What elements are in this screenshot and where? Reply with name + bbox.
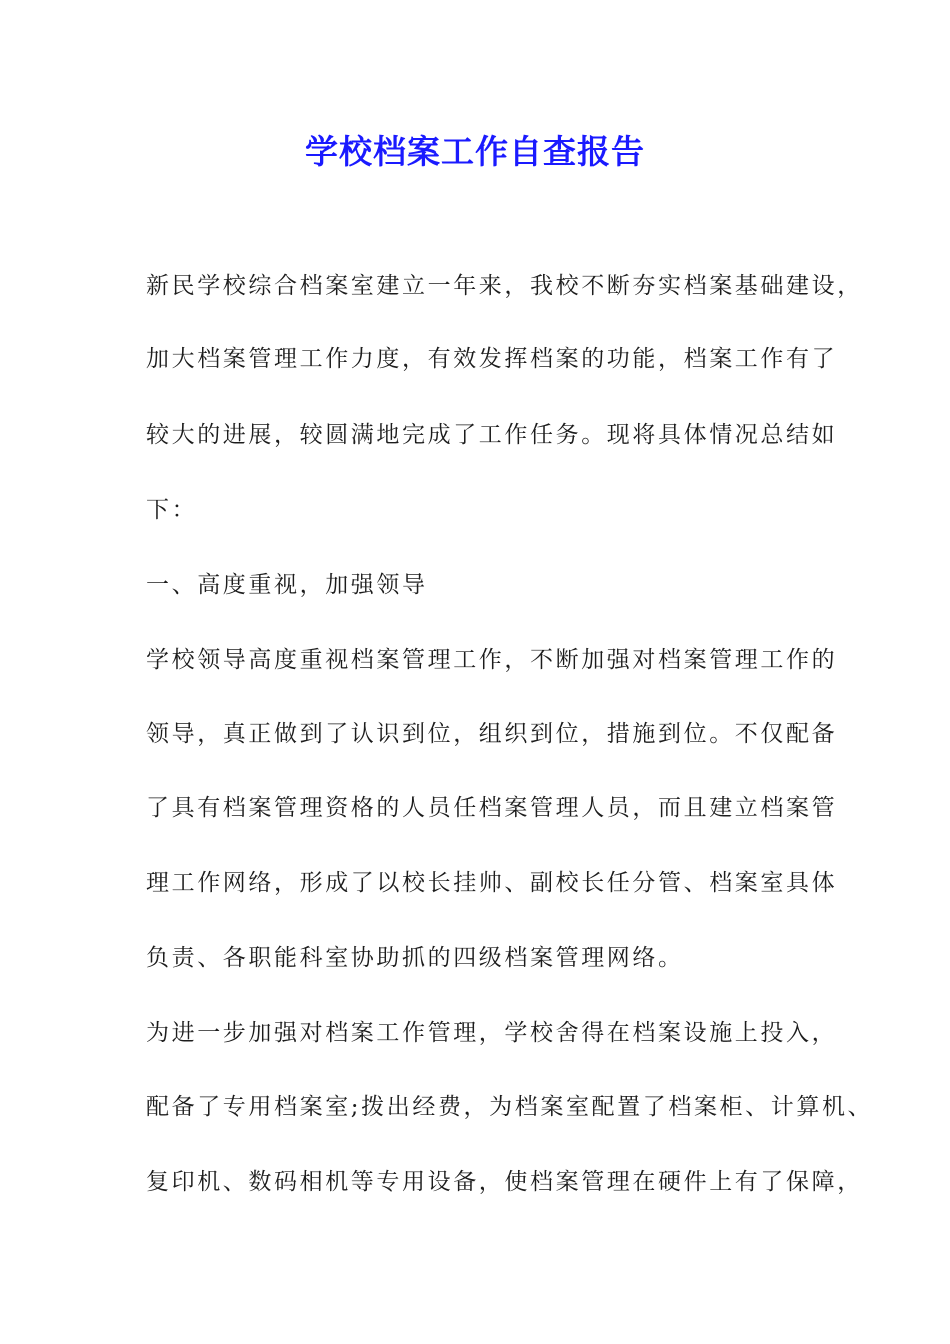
paragraph-line: 为进一步加强对档案工作管理，学校舍得在档案设施上投入， <box>146 1020 838 1046</box>
paragraph-line: 加大档案管理工作力度，有效发挥档案的功能，档案工作有了 <box>146 346 838 372</box>
paragraph-line: 较大的进展，较圆满地完成了工作任务。现将具体情况总结如 <box>146 422 838 448</box>
paragraph-line: 学校领导高度重视档案管理工作，不断加强对档案管理工作的 <box>146 647 838 673</box>
paragraph-line: 下： <box>146 497 198 523</box>
paragraph-line: 了具有档案管理资格的人员任档案管理人员，而且建立档案管 <box>146 795 838 821</box>
paragraph-line: 领导，真正做到了认识到位，组织到位，措施到位。不仅配备 <box>146 721 838 747</box>
paragraph-line: 负责、各职能科室协助抓的四级档案管理网络。 <box>146 945 684 971</box>
paragraph-line: 复印机、数码相机等专用设备，使档案管理在硬件上有了保障， <box>146 1169 863 1195</box>
section-heading: 一、高度重视，加强领导 <box>146 572 428 598</box>
paragraph-line: 新民学校综合档案室建立一年来，我校不断夯实档案基础建设， <box>146 273 863 299</box>
paragraph-line: 配备了专用档案室;拨出经费，为档案室配置了档案柜、计算机、 <box>146 1094 874 1120</box>
paragraph-line: 理工作网络，形成了以校长挂帅、副校长任分管、档案室具体 <box>146 870 838 896</box>
document-title: 学校档案工作自查报告 <box>305 132 645 171</box>
